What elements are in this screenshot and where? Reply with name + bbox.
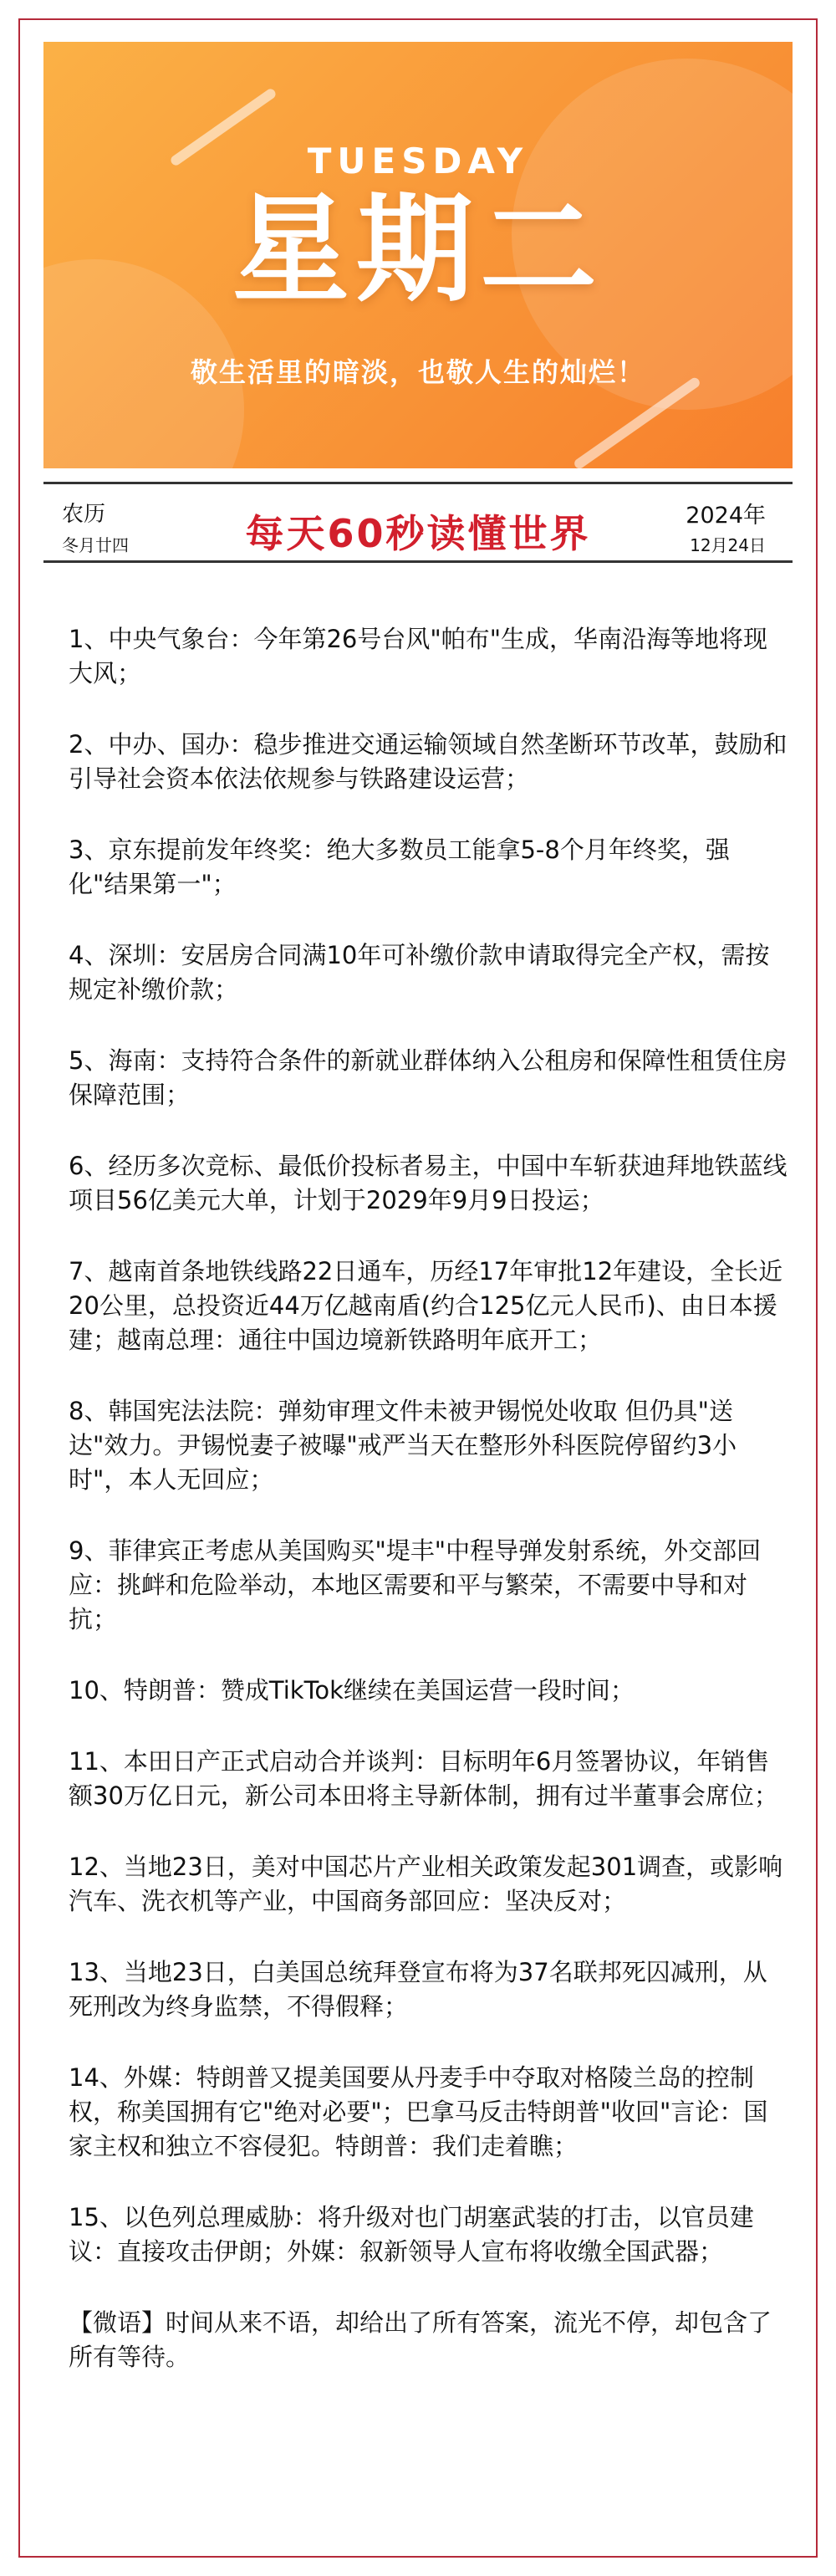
news-item: 5、海南：支持符合条件的新就业群体纳入公租房和保障性租赁住房保障范围； [69, 1046, 788, 1109]
news-item: 2、中办、国办：稳步推进交通运输领域自然垄断环节改革，鼓励和引导社会资本依法依规参与铁路建设运营； [69, 730, 788, 793]
news-item: 11、本田日产正式启动合并谈判：目标明年6月签署协议，年销售额30万亿日元，新公司本田将主导新体制，拥有过半董事会席位； [69, 1747, 778, 1810]
news-list [69, 622, 788, 2411]
lunar-date: 冬月廿四 [62, 535, 129, 555]
news-item: 6、经历多次竞标、最低价投标者易主，中国中车斩获迪拜地铁蓝线项目56亿美元大单，计划于2029年9月9日投运； [69, 1152, 788, 1214]
news-item: 3、京东提前发年终奖：绝大多数员工能拿5-8个月年终奖，强化"结果第一"； [69, 836, 730, 898]
news-item: 7、越南首条地铁线路22日通车，历经17年审批12年建设，全长近20公里，总投资近44万亿越南盾(约合125亿元人民币)、由日本援建；越南总理：通往中国边境新铁路明年底开工； [69, 1257, 783, 1354]
year-label: 2024年 [686, 503, 766, 529]
day-chinese: 星期二 [232, 182, 604, 319]
day-english: TUESDAY [307, 141, 529, 181]
daily-quote: 【微语】时间从来不语，却给出了所有答案，流光不停，却包含了所有等待。 [69, 2308, 772, 2371]
news-item: 1、中央气象台：今年第26号台风"帕布"生成，华南沿海等地将现大风； [69, 625, 768, 687]
news-item: 14、外媒：特朗普又提美国要从丹麦手中夺取对格陵兰岛的控制权，称美国拥有它"绝对必要"；巴拿马反击特朗普"收回"言论：国家主权和独立不容侵犯。特朗普：我们走着瞧； [69, 2063, 768, 2160]
news-item: 10、特朗普：赞成TikTok继续在美国运营一段时间； [69, 1676, 635, 1705]
news-item: 13、当地23日，白美国总统拜登宣布将为37名联邦死囚减刑，从死刑改为终身监禁，不得假释； [69, 1958, 767, 2021]
news-item: 15、以色列总理威胁：将升级对也门胡塞武装的打击，以官员建议：直接攻击伊朗；外媒：叙新领导人宣布将收缴全国武器； [69, 2203, 754, 2266]
header-rule-top [43, 482, 793, 484]
date-label: 12月24日 [690, 535, 766, 555]
headline-title: 每天60秒读懂世界 [245, 511, 591, 556]
page-frame [18, 18, 818, 2558]
header-rule-bottom [43, 560, 793, 563]
banner-slogan: 敬生活里的暗淡，也敬人生的灿烂！ [190, 356, 645, 388]
news-item: 12、当地23日，美对中国芯片产业相关政策发起301调查，或影响汽车、洗衣机等产业，中国商务部回应：坚决反对； [69, 1853, 783, 1915]
news-item: 9、菲律宾正考虑从美国购买"堤丰"中程导弹发射系统，外交部回应：挑衅和危险举动，本地区需要和平与繁荣，不需要中导和对抗； [69, 1536, 762, 1633]
day-banner [43, 42, 793, 468]
news-item: 8、韩国宪法法院：弹劾审理文件未被尹锡悦处收取 但仍具"送达"效力。尹锡悦妻子被曝"戒严当天在整形外科医院停留约3小时"，本人无回应； [69, 1397, 737, 1494]
news-item: 4、深圳：安居房合同满10年可补缴价款申请取得完全产权，需按规定补缴价款； [69, 941, 770, 1004]
lunar-label: 农历 [62, 502, 106, 527]
